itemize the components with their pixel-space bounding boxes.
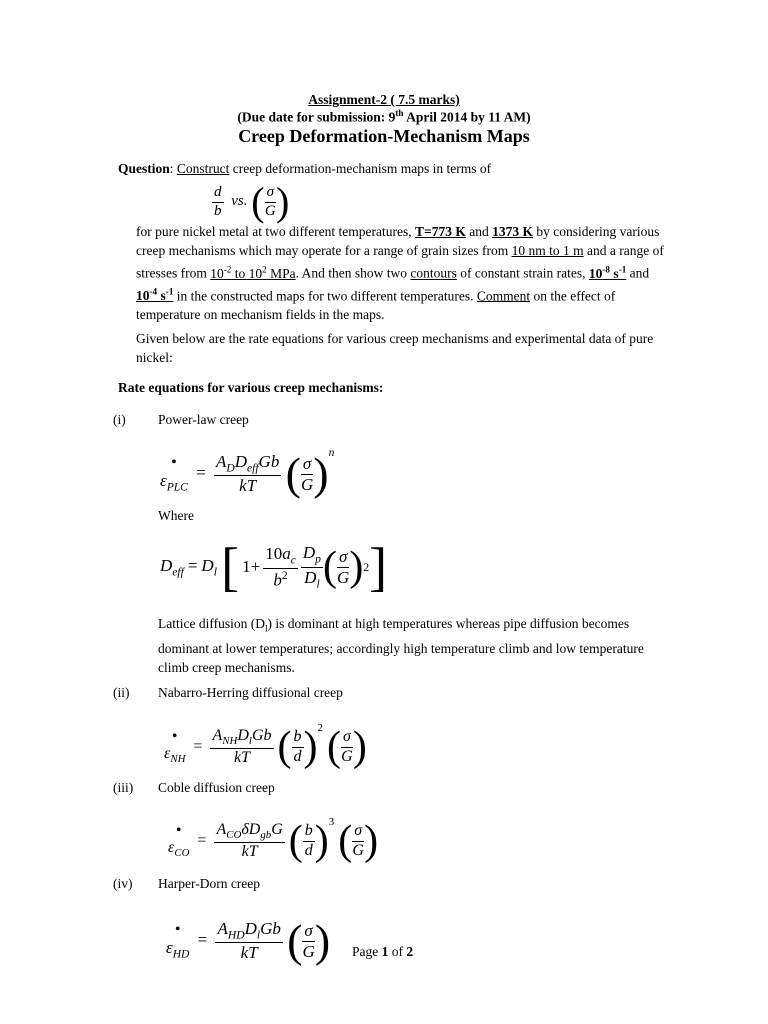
- mechanism-4-number: (iv): [113, 876, 133, 891]
- page-title: Creep Deformation-Mechanism Maps: [238, 126, 530, 146]
- nabarro-herring-equation: • $\varepsilon_{NH}$ = $\frac{A_{NH}D_lGb}{kT}$ ( $\frac{b}{d}$ ) $^2$ ( $\frac{\sigma}{G}$ ): [164, 722, 367, 771]
- mechanism-2-name: Nabarro-Herring diffusional creep: [158, 685, 343, 700]
- mechanism-4-name: Harper-Dorn creep: [158, 876, 261, 891]
- page-number: Page 1 of 2: [352, 944, 414, 959]
- lattice-diffusion-note: Lattice diffusion $(D_l)$ is dominant at high temperatures whereas pipe diffusion becomes dominant at lower temperatures; accordingly high temperature climb and low temperature climb creep mechanisms.: [158, 616, 644, 675]
- due-date: (Due date for submission: 9th April 2014 by 11 AM): [237, 108, 531, 125]
- mechanism-3-number: (iii): [113, 780, 134, 795]
- given-text: Given below are the rate equations for various creep mechanisms and experimental data of pure nickel:: [136, 331, 654, 365]
- mechanism-1-number: (i): [113, 412, 126, 427]
- mechanism-1-name: Power-law creep: [158, 412, 249, 427]
- assignment-title: Assignment-2 ( 7.5 marks): [308, 92, 460, 107]
- where-label: Where: [158, 508, 194, 523]
- question-body: for pure nickel metal at two different temperatures, T=773 K and 1373 K by considering various creep mechanisms which may operate for a range of grain sizes from 10 nm to 1 m and a range of stresses from $10^{-2}$ to $10^2$ MPa. And then show two contours of constant strain rates, $10^{-8}$ $s^{-1}$ and $10^{-4}$ $s^{-1}$ in the constructed maps for two different temperatures. Comment on the effect of temperature on mechanism fields in the maps.: [136, 224, 664, 322]
- power-law-equation: • $\varepsilon_{PLC}$ = $\frac{A_DD_{eff}Gb}{kT}$ ( $\frac{\sigma}{G}$ ) $^n$: [160, 446, 335, 500]
- question-intro: Question: Construct creep deformation-mechanism maps in terms of: [118, 161, 492, 176]
- mechanism-3-name: Coble diffusion creep: [158, 780, 275, 795]
- harper-dorn-equation: • $\varepsilon_{HD}$ = $\frac{A_{HD}D_lGb}{kT}$ ( $\frac{\sigma}{G}$ ): [166, 915, 331, 966]
- map-axes-expression: $\frac{d}{b}$ vs. ( $\frac{\sigma}{G}$ ): [214, 179, 290, 224]
- coble-equation: • $\varepsilon_{CO}$ = $\frac{A_{CO}\delta D_{gb}G}{kT}$ ( $\frac{b}{d}$ ) $^3$ ( $\frac{\sigma}{G}$ ): [168, 816, 379, 865]
- rate-equations-heading: Rate equations for various creep mechanisms:: [118, 380, 384, 395]
- deff-equation: $D_{eff} = D_l$ [ 1+ $\frac{10a_c}{b^2}$ $\frac{D_p}{D_l}$ ( $\frac{\sigma}{G}$ ) 2 ]: [160, 537, 388, 597]
- mechanism-2-number: (ii): [113, 685, 130, 700]
